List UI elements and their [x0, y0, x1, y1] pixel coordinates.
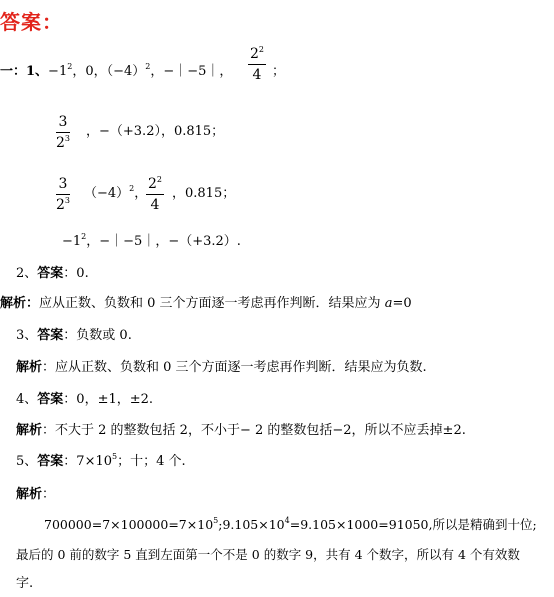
q1-line-1: 一：1、$-1^2$，0，$(-4)^2$，−｜−5｜，: [0, 62, 233, 79]
q5-explanation-line-1: $700000=7\times 100000=7\times 10^5;9.105\times 10^4=9.105\times 1000=91050$,所以是精确到十位;: [44, 516, 537, 532]
q5-explanation-line-3: 字.: [16, 576, 34, 591]
q1-line-1-end: ；: [272, 64, 286, 79]
q1-fraction-3-over-2cube: $\frac{3}{2^3}$: [56, 114, 71, 151]
q2-explanation: 解析：应从正数、负数和 0 三个方面逐一考虑再作判断．结果应为 a=0: [0, 296, 412, 311]
q5-explanation-label: 解析：: [16, 487, 56, 502]
q1-fraction-2sq-over-4-b: $\frac{2^2}{4}$: [148, 175, 163, 213]
q1-label: 一：1、: [0, 64, 49, 79]
q1-line-3-end: ，0.815；: [172, 186, 236, 201]
q3-answer: 3、答案：负数或 0.: [16, 328, 132, 343]
q3-explanation: 解析：应从正数、负数和 0 三个方面逐一考虑再作判断．结果应为负数.: [16, 360, 427, 375]
q1-line-2: ，−（+3.2），0.815；: [86, 124, 225, 139]
q2-answer: 2、答案：0.: [16, 266, 89, 281]
q4-answer: 4、答案：0，±1，±2.: [16, 392, 154, 407]
q1-fraction-3-over-2cube-b: $\frac{3}{2^3}$: [56, 176, 71, 213]
q5-explanation-line-2: 最后的 0 前的数字 5 直到左面第一个不是 0 的数字 9，共有 4 个数字，所以有 4 个有效数: [16, 547, 520, 562]
answer-title: 答案：: [0, 10, 63, 34]
q1-line-4: $-1^2$，−｜−5｜，−（+3.2）.: [62, 232, 241, 249]
q1-line-3-mid: $(-4)^2$，: [84, 184, 148, 201]
q4-explanation: 解析：不大于 2 的整数包括 2，不小于− 2 的整数包括−2，所以不应丢掉±2.: [16, 423, 466, 438]
q5-answer: 5、答案：$7\times 10^5$；十；4 个.: [16, 452, 186, 469]
q1-fraction-2sq-over-4: $\frac{2^2}{4}$: [250, 45, 265, 83]
